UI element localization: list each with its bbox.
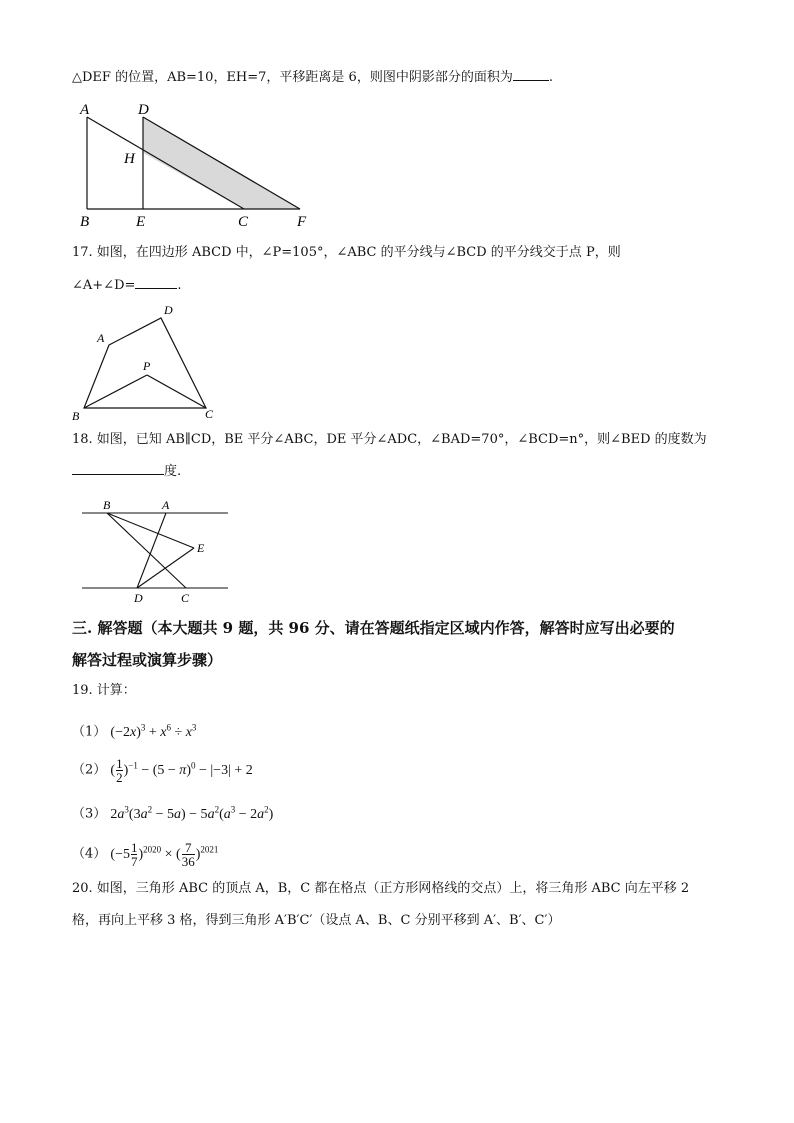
q19-part1-label: （1） (72, 724, 107, 740)
q20-line2: 格，再向上平移 3 格，得到三角形 A′B′C′（设点 A、B、C 分别平移到 A′、B′、C′） (72, 913, 561, 928)
q18-line2 (72, 462, 181, 481)
label-b: B (103, 498, 111, 512)
segment-bp (84, 375, 147, 408)
q16-text-suffix: . (548, 70, 553, 85)
q16-text (72, 68, 553, 87)
q17-line2-suffix: . (177, 278, 182, 293)
label-p: P (143, 359, 151, 373)
q19-part2-label: （2） (72, 762, 107, 778)
label-a: A (97, 331, 105, 345)
label-d: D (138, 102, 149, 118)
q18-figure (76, 494, 236, 606)
label-e: E (136, 214, 146, 230)
q16-figure (70, 95, 330, 235)
segment-ad (137, 513, 166, 588)
label-a: A (162, 498, 170, 512)
segment-ed (137, 548, 194, 588)
segment-bc (107, 513, 186, 588)
q19-part4-label: （4） (72, 846, 107, 862)
q20-line1: 20. 如图，三角形 ABC 的顶点 A，B，C 都在格点（正方形网格线的交点）上，将三角形 ABC 向左平移 2 (72, 881, 690, 896)
q17-answer-blank[interactable] (135, 276, 177, 289)
q17-figure (68, 298, 228, 426)
q17-line2 (72, 276, 182, 295)
label-b: B (72, 409, 80, 423)
label-c: C (205, 407, 214, 421)
q19-part1 (72, 718, 196, 742)
q19-part3 (72, 800, 273, 824)
label-h: H (124, 151, 135, 167)
q19-part4 (72, 840, 218, 868)
q19-part1-expr: $(-2x)^3 + x^6 \div x^3$ (110, 722, 197, 740)
q16-text-prefix: △DEF 的位置，AB=10，EH=7，平移距离是 6，则图中阴影部分的面积为 (72, 70, 513, 85)
q19-part3-label: （3） (72, 806, 107, 822)
section3-heading-line2: 解答过程或演算步骤） (72, 651, 223, 669)
q17-line2-prefix: ∠A+∠D= (72, 278, 136, 293)
label-d: D (134, 591, 143, 605)
q19-part2 (72, 756, 253, 784)
segment-be (107, 513, 194, 548)
q16-answer-blank[interactable] (513, 68, 549, 81)
q18-line2-suffix: 度. (164, 464, 182, 479)
q17-line1: 17. 如图，在四边形 ABCD 中，∠P=105°，∠ABC 的平分线与∠BCD 的平分线交于点 P，则 (72, 245, 621, 260)
q19-part3-expr: $2a^3(3a^2 - 5a) - 5a^2(a^3 - 2a^2)$ (110, 804, 274, 822)
label-c: C (181, 591, 190, 605)
label-c: C (238, 214, 249, 230)
label-f: F (297, 214, 307, 230)
label-e: E (197, 541, 205, 555)
section3-heading-line1: 三. 解答题（本大题共 9 题，共 96 分、请在答题纸指定区域内作答，解答时应写出必要的 (72, 619, 675, 637)
q19-title: 19. 计算： (72, 683, 136, 698)
q18-answer-blank[interactable] (72, 462, 164, 475)
q18-line1: 18. 如图，已知 AB∥CD，BE 平分∠ABC，DE 平分∠ADC，∠BAD=70°，∠BCD=n°，则∠BED 的度数为 (72, 432, 707, 447)
label-b: B (80, 214, 90, 230)
q19-part4-expr: (−5 $\frac{1}{7}$ )$^{2020}$ × ( $\frac{7}{36}$ )$^{2021}$ (110, 839, 219, 869)
label-a: A (80, 102, 90, 118)
label-d: D (164, 303, 173, 317)
q19-part2-expr: ( $\frac{1}{2}$ )$^{-1} - (5 - \pi)^0 - |-3| + 2$ (110, 755, 253, 785)
